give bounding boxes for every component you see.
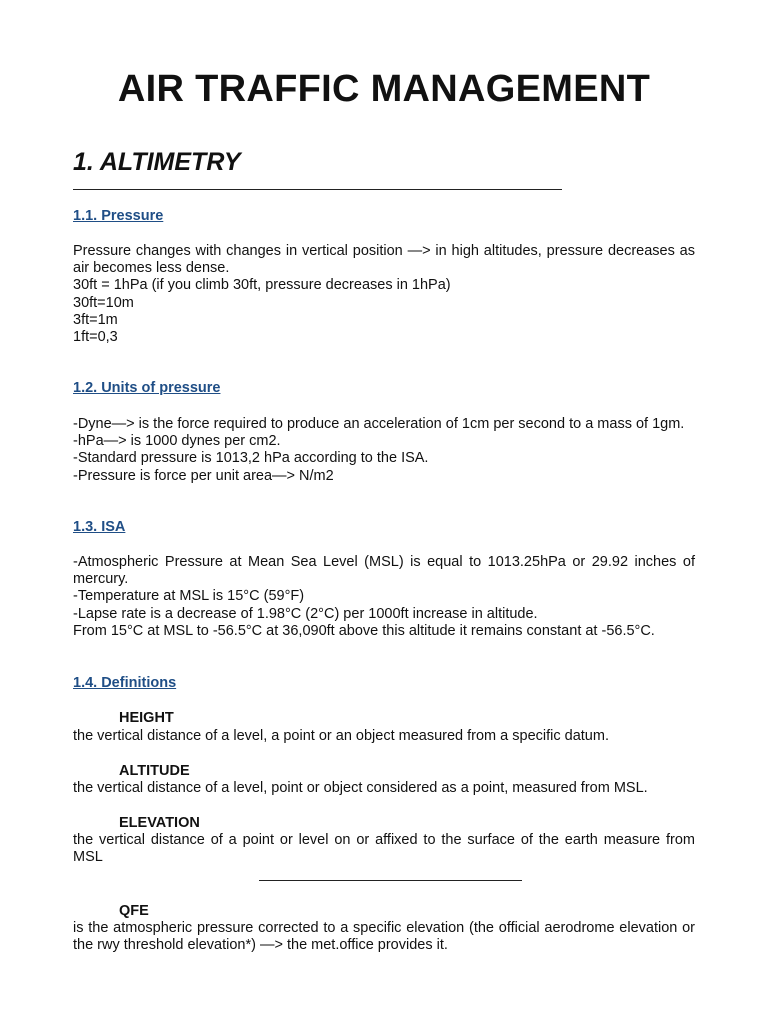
term-qfe: QFE	[119, 903, 149, 919]
term-altitude: ALTITUDE	[119, 763, 190, 779]
isa-item: -Atmospheric Pressure at Mean Sea Level (MSL) is equal to 1013.25hPa or 29.92 inches of mercury.	[73, 554, 695, 588]
pressure-line: 3ft=1m	[73, 311, 118, 328]
isa-item: -Lapse rate is a decrease of 1.98°C (2°C) per 1000ft increase in altitude.	[73, 605, 538, 622]
definitions-heading-block	[73, 675, 695, 692]
units-item: -Dyne—> is the force required to produce an acceleration of 1cm per second to a mass of 1gm.	[73, 416, 685, 432]
isa-item: From 15°C at MSL to -56.5°C at 36,090ft above this altitude it remains constant at -56.5°C.	[73, 622, 655, 639]
pressure-body	[73, 243, 695, 346]
pressure-heading-block	[73, 208, 695, 225]
units-item: -Pressure is force per unit area—> N/m2	[73, 467, 334, 484]
pressure-line: 30ft = 1hPa (if you climb 30ft, pressure decreases in 1hPa)	[73, 277, 451, 294]
subheading-isa: 1.3. ISA	[73, 519, 126, 535]
isa-heading-block	[73, 519, 695, 536]
pressure-line: 30ft=10m	[73, 294, 134, 311]
subheading-pressure: 1.1. Pressure	[73, 208, 164, 224]
term-elevation: ELEVATION	[119, 815, 200, 831]
definition-elevation: the vertical distance of a point or level on or affixed to the surface of the earth measure from MSL	[73, 832, 695, 866]
section-heading-altimetry: 1. ALTIMETRY	[73, 148, 241, 176]
isa-item: -Temperature at MSL is 15°C (59°F)	[73, 588, 305, 605]
definition-height: the vertical distance of a level, a point or an object measured from a specific datum.	[73, 728, 609, 744]
pressure-line: 1ft=0,3	[73, 329, 118, 346]
document-title: AIR TRAFFIC MANAGEMENT	[117, 68, 651, 110]
pressure-paragraph: Pressure changes with changes in vertical position —> in high altitudes, pressure decreases as air becomes less dense.	[73, 243, 695, 277]
isa-body	[73, 554, 695, 640]
units-heading-block	[73, 380, 695, 397]
section-divider	[73, 189, 562, 190]
definitions-divider	[259, 880, 522, 881]
term-height: HEIGHT	[119, 710, 174, 726]
definition-altitude: the vertical distance of a level, point or object considered as a point, measured from MSL.	[73, 780, 648, 796]
subheading-units-of-pressure: 1.2. Units of pressure	[73, 380, 221, 396]
definition-qfe: is the atmospheric pressure corrected to a specific elevation (the official aerodrome elevation or the rwy threshold elevation*) —> the met.office provides it.	[73, 920, 695, 954]
units-item: -Standard pressure is 1013,2 hPa according to the ISA.	[73, 450, 429, 467]
units-item: -hPa—> is 1000 dynes per cm2.	[73, 433, 281, 450]
subheading-definitions: 1.4. Definitions	[73, 675, 177, 691]
units-body	[73, 416, 695, 485]
